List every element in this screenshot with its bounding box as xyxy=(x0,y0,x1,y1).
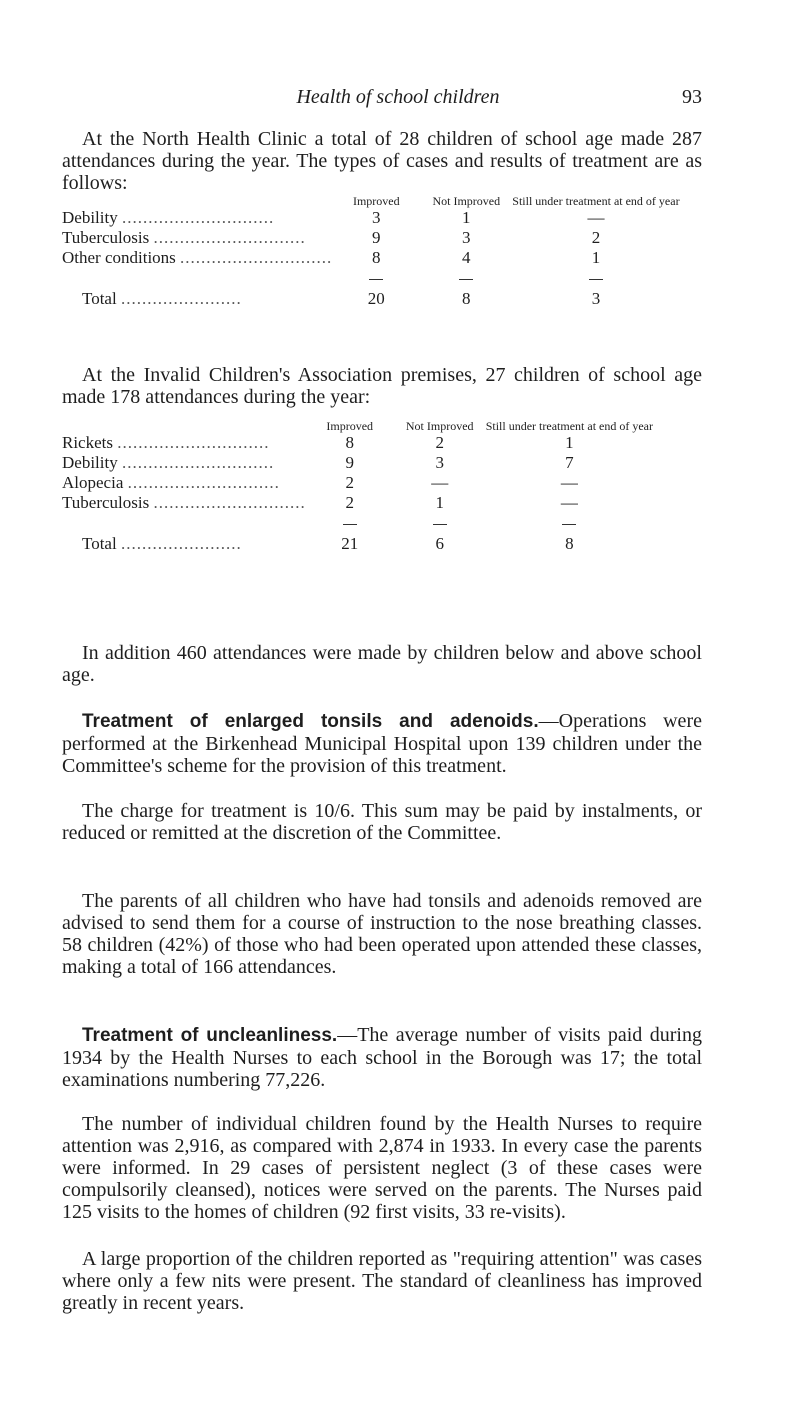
total-value: 21 xyxy=(341,534,359,553)
tonsils-text: —Operations were performed at the Birkenhead Municipal Hospital upon 139 children under the Committee's scheme for the provision of this treatment. xyxy=(62,710,702,777)
total-value: 8 xyxy=(462,289,471,308)
cell-value: — xyxy=(560,493,578,512)
cell-value: 9 xyxy=(372,228,381,247)
running-title: Health of school children xyxy=(296,86,500,108)
page-number: 93 xyxy=(682,86,702,108)
cell-value: — xyxy=(587,208,605,227)
table-row: Other conditions ............................. 8 4 1 xyxy=(62,248,680,268)
cell-value: 8 xyxy=(372,248,381,267)
cell-value: 2 xyxy=(345,473,354,492)
total-value: 20 xyxy=(367,289,385,308)
individual-children-paragraph: The number of individual children found by the Health Nurses to require attention was 2,916, as compared with 2,874 in 1933. In every case the parents were informed. In 29 cases of persistent neglect (3 of these cases were compulsorily cleansed), notices were served on the parents. The Nurses paid 125 visits to the homes of children (92 first visits, 33 re-visits). xyxy=(62,1113,702,1223)
cell-value: 1 xyxy=(462,208,471,227)
col-header-not-improved: Not Improved xyxy=(405,419,474,433)
rule-line xyxy=(459,279,473,280)
total-value: 6 xyxy=(435,534,444,553)
cell-value: 1 xyxy=(565,433,574,452)
uncleanliness-text: —The average number of visits paid during 1934 by the Health Nurses to each school in the Borough was 17; the total examinations numbering 77,226. xyxy=(62,1024,702,1091)
total-row: Total ....................... 20 8 3 xyxy=(62,288,680,310)
table-row: Debility ............................. 3 1 — xyxy=(62,208,680,228)
nose-breathing-paragraph: The parents of all children who have had tonsils and adenoids removed are advised to send them for a course of instruction to the nose breathing classes. 58 children (42%) of those who had been operated upon attended these classes, making a total of 166 attendances. xyxy=(62,890,702,978)
cell-value: 9 xyxy=(345,453,354,472)
cell-value: 3 xyxy=(435,453,444,472)
table-row: Rickets ............................. 8 2 1 xyxy=(62,433,653,453)
col-header-still-under: Still under treatment at end of year xyxy=(485,419,653,433)
cell-value: 1 xyxy=(591,248,601,267)
page-header xyxy=(0,86,801,112)
row-label: Tuberculosis xyxy=(62,228,150,247)
rule-line xyxy=(433,524,447,525)
cell-value: 2 xyxy=(435,433,444,452)
row-label: Debility xyxy=(62,208,118,227)
invalid-association-table xyxy=(62,420,653,555)
tonsils-paragraph xyxy=(62,710,702,777)
cell-value: 2 xyxy=(345,493,354,512)
row-label: Debility xyxy=(62,453,118,472)
cell-value: 3 xyxy=(462,228,471,247)
col-header-still-under: Still under treatment at end of year xyxy=(512,194,680,208)
total-rule xyxy=(62,513,653,533)
north-clinic-table xyxy=(62,195,680,310)
proportion-paragraph: A large proportion of the children reported as "requiring attention" was cases where only a few nits were present. The standard of cleanliness has improved greatly in recent years. xyxy=(62,1248,702,1314)
uncleanliness-heading: Treatment of uncleanliness. xyxy=(82,1025,338,1046)
rule-line xyxy=(369,279,383,280)
table-row: Alopecia ............................. 2 — — xyxy=(62,473,653,493)
rule-line xyxy=(589,279,603,280)
rule-line xyxy=(562,524,576,525)
intro-north-clinic: At the North Health Clinic a total of 28 children of school age made 287 attendances during the year. The types of cases and results of treatment are as follows: xyxy=(62,128,702,194)
row-label: Tuberculosis xyxy=(62,493,150,512)
row-label: Other conditions xyxy=(62,248,176,267)
rule-line xyxy=(343,524,357,525)
total-label: Total xyxy=(82,289,117,308)
row-label: Alopecia xyxy=(62,473,124,492)
cell-value: 2 xyxy=(591,228,601,247)
col-header-improved: Improved xyxy=(326,419,374,433)
row-label: Rickets xyxy=(62,433,113,452)
total-row: Total ....................... 21 6 8 xyxy=(62,533,653,555)
cell-value: 4 xyxy=(462,248,471,267)
cell-value: — xyxy=(560,473,578,492)
addition-paragraph: In addition 460 attendances were made by children below and above school age. xyxy=(62,642,702,686)
total-label: Total xyxy=(82,534,117,553)
intro-invalid-association: At the Invalid Children's Association premises, 27 children of school age made 178 attendances during the year: xyxy=(62,364,702,408)
cell-value: 8 xyxy=(345,433,354,452)
uncleanliness-paragraph xyxy=(62,1024,702,1091)
col-header-improved: Improved xyxy=(352,194,400,208)
total-value: 3 xyxy=(591,289,601,308)
total-value: 8 xyxy=(565,534,574,553)
table-row: Tuberculosis ............................. 9 3 2 xyxy=(62,228,680,248)
col-header-not-improved: Not Improved xyxy=(432,194,501,208)
tonsils-heading: Treatment of enlarged tonsils and adenoids. xyxy=(82,711,539,732)
cell-value: 7 xyxy=(565,453,574,472)
cell-value: 1 xyxy=(435,493,444,512)
table-row: Debility ............................. 9 3 7 xyxy=(62,453,653,473)
table-row: Tuberculosis ............................. 2 1 — xyxy=(62,493,653,513)
charge-paragraph: The charge for treatment is 10/6. This sum may be paid by instalments, or reduced or remitted at the discretion of the Committee. xyxy=(62,800,702,844)
cell-value: — xyxy=(431,473,449,492)
total-rule xyxy=(62,268,680,288)
cell-value: 3 xyxy=(372,208,381,227)
table-header-row xyxy=(62,195,680,208)
table-header-row xyxy=(62,420,653,433)
